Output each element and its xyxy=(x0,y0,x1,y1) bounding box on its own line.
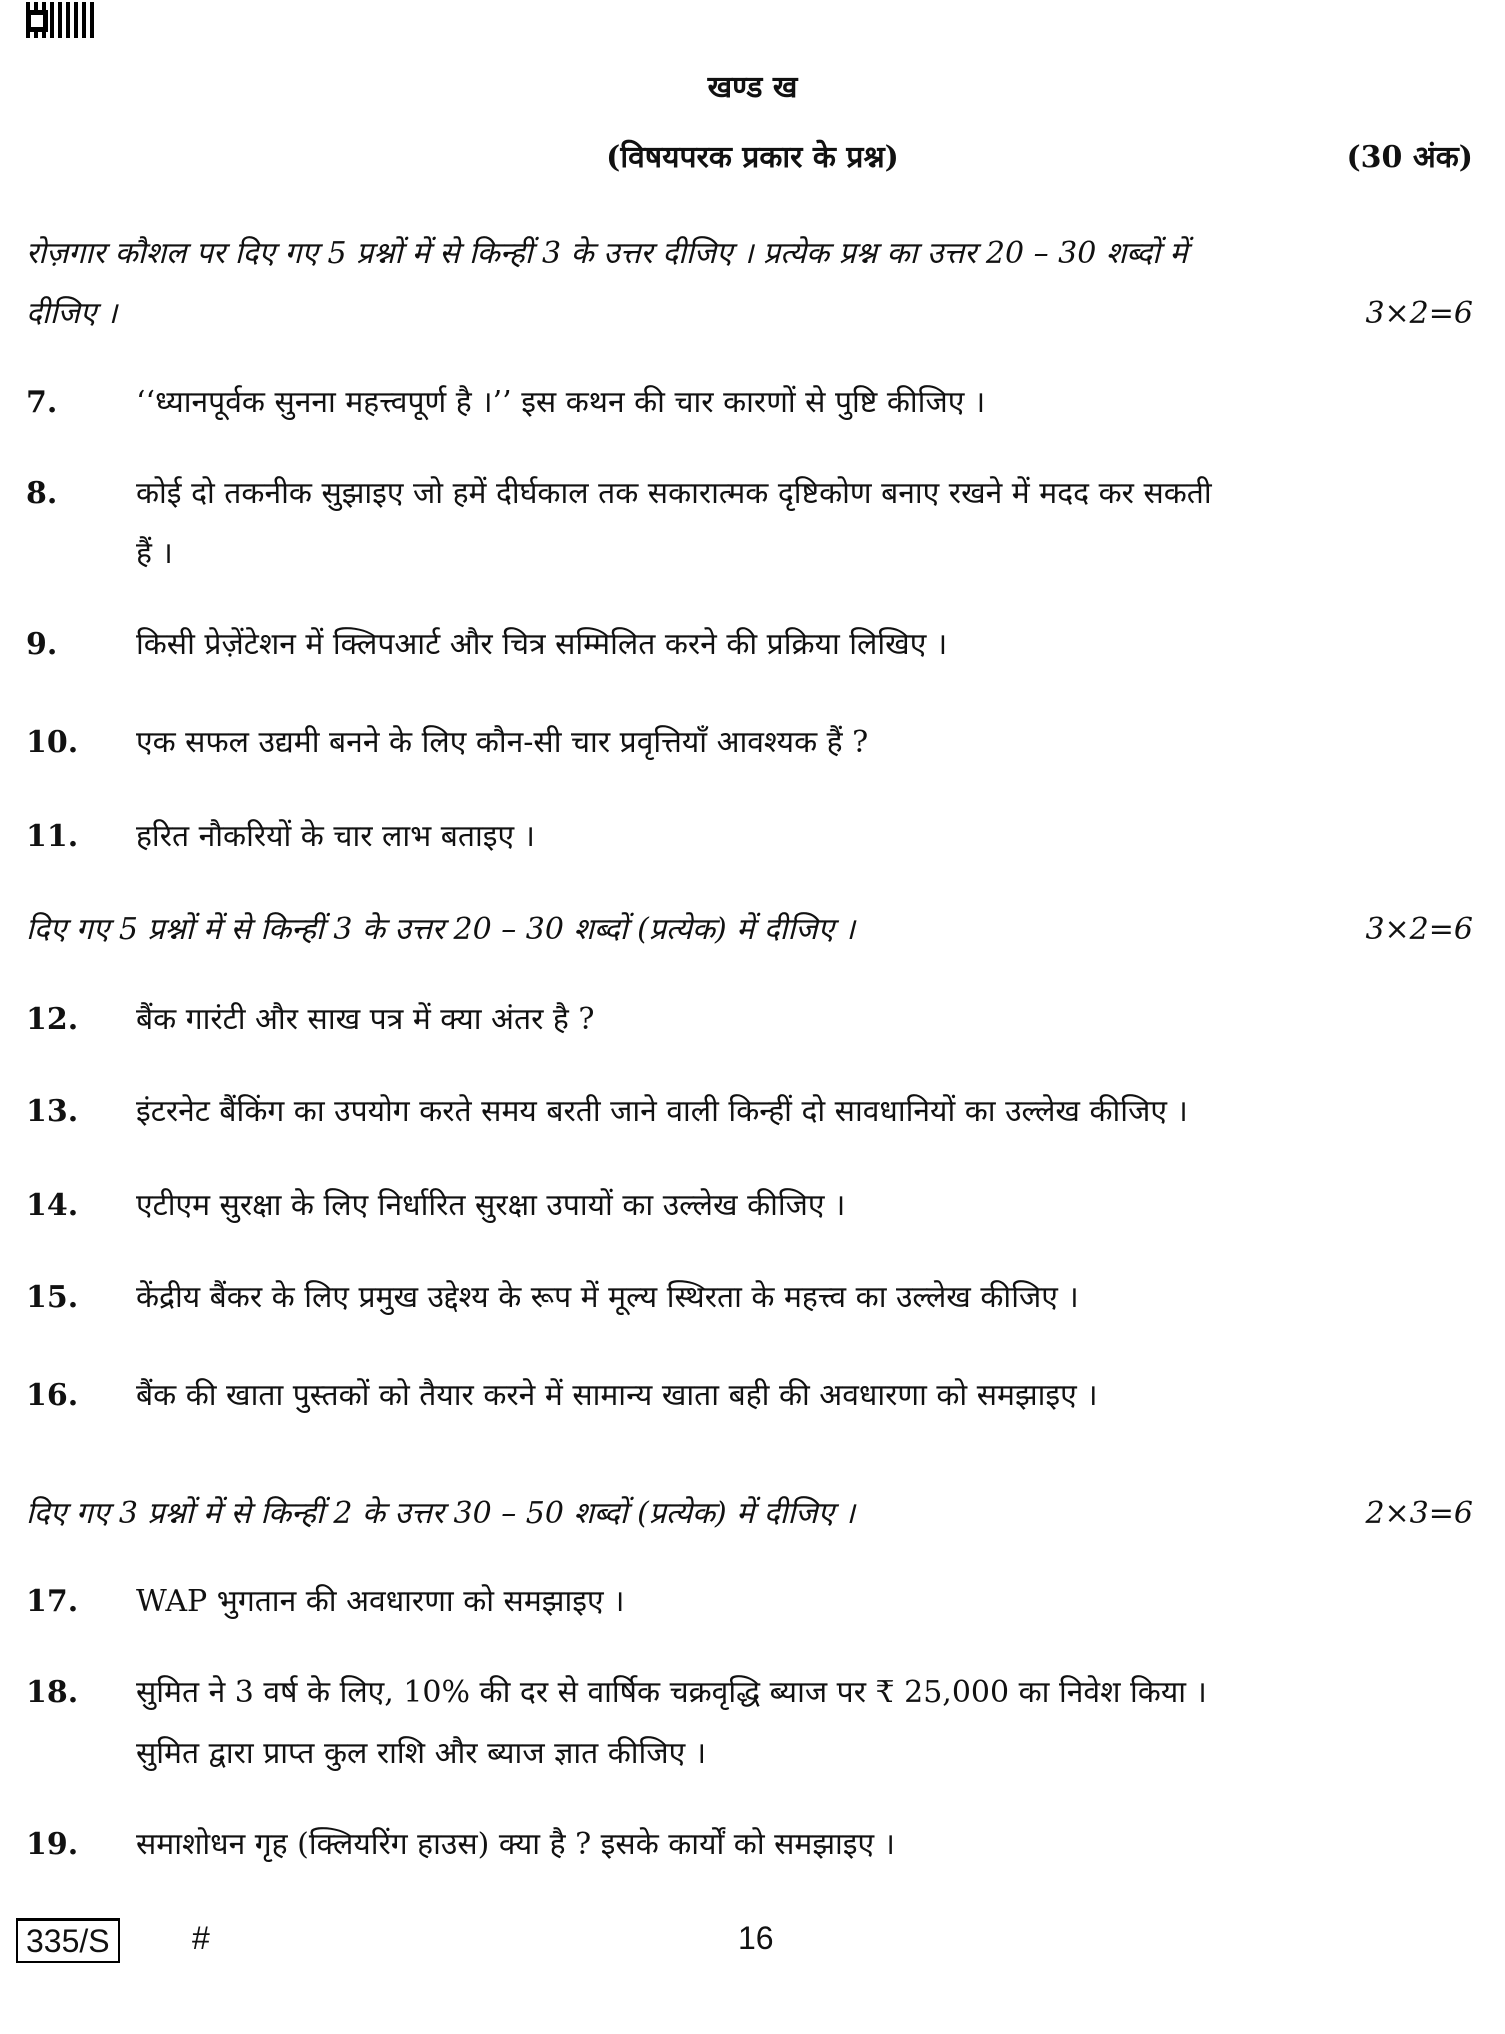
question-number: 19. xyxy=(26,1827,79,1862)
question-text: सुमित ने 3 वर्ष के लिए, 10% की दर से वार्षिक चक्रवृद्धि ब्याज पर ₹ 25,000 का निवेश किया । xyxy=(136,1675,1207,1710)
question-number: 14. xyxy=(26,1188,79,1223)
question-number: 18. xyxy=(26,1675,79,1710)
section-title: खण्ड ख xyxy=(707,70,798,105)
question-text-cont: हैं । xyxy=(136,536,173,571)
question-number: 16. xyxy=(26,1378,79,1413)
question-text: बैंक गारंटी और साख पत्र में क्या अंतर है ? xyxy=(136,1002,595,1037)
question-number: 9. xyxy=(26,627,58,662)
question-number: 8. xyxy=(26,476,58,511)
question-number: 15. xyxy=(26,1280,79,1315)
question-text: किसी प्रेज़ेंटेशन में क्लिपआर्ट और चित्र सम्मिलित करने की प्रक्रिया लिखिए । xyxy=(136,627,948,662)
question-number: 11. xyxy=(26,819,79,854)
question-number: 13. xyxy=(26,1094,79,1129)
question-text: समाशोधन गृह (क्लियरिंग हाउस) क्या है ? इसके कार्यों को समझाइए । xyxy=(136,1827,896,1862)
question-text-cont: सुमित द्वारा प्राप्त कुल राशि और ब्याज ज्ञात कीजिए । xyxy=(136,1736,707,1771)
group-2-instruction: दिए गए 5 प्रश्नों में से किन्हीं 3 के उत्तर 20 – 30 शब्दों (प्रत्येक) में दीजिए । xyxy=(26,912,855,947)
paper-code: 335/S xyxy=(16,1918,120,1963)
question-text: इंटरनेट बैंकिंग का उपयोग करते समय बरती जाने वाली किन्हीं दो सावधानियों का उल्लेख कीजिए । xyxy=(136,1094,1188,1129)
group-1-instruction: रोज़गार कौशल पर दिए गए 5 प्रश्नों में से किन्हीं 3 के उत्तर दीजिए । प्रत्येक प्रश्न का उत्तर 20 – 30 शब्दों में xyxy=(26,236,1188,271)
question-text: बैंक की खाता पुस्तकों को तैयार करने में सामान्य खाता बही की अवधारणा को समझाइए । xyxy=(136,1378,1098,1413)
question-text: केंद्रीय बैंकर के लिए प्रमुख उद्देश्य के रूप में मूल्य स्थिरता के महत्त्व का उल्लेख कीजिए । xyxy=(136,1280,1079,1315)
page-number: 16 xyxy=(738,1920,774,1956)
group-3-marks: 2×3=6 xyxy=(1365,1496,1473,1531)
question-number: 12. xyxy=(26,1002,79,1037)
group-2-marks: 3×2=6 xyxy=(1365,912,1473,947)
group-1-marks: 3×2=6 xyxy=(1365,296,1473,331)
question-text: एक सफल उद्यमी बनने के लिए कौन-सी चार प्रवृत्तियाँ आवश्यक हैं ? xyxy=(136,725,869,760)
question-number: 10. xyxy=(26,725,79,760)
question-number: 7. xyxy=(26,385,58,420)
question-text: एटीएम सुरक्षा के लिए निर्धारित सुरक्षा उपायों का उल्लेख कीजिए । xyxy=(136,1188,846,1223)
question-text: हरित नौकरियों के चार लाभ बताइए । xyxy=(136,819,535,854)
group-1-instruction-cont: दीजिए । xyxy=(26,296,118,331)
qr-code xyxy=(26,2,96,38)
footer-hash: # xyxy=(192,1920,210,1956)
group-3-instruction: दिए गए 3 प्रश्नों में से किन्हीं 2 के उत्तर 30 – 50 शब्दों (प्रत्येक) में दीजिए । xyxy=(26,1496,855,1531)
question-text: कोई दो तकनीक सुझाइए जो हमें दीर्घकाल तक सकारात्मक दृष्टिकोण बनाए रखने में मदद कर सकती xyxy=(136,476,1212,511)
question-number: 17. xyxy=(26,1584,79,1619)
section-subtitle: (विषयपरक प्रकार के प्रश्न) xyxy=(606,140,899,175)
question-text: ‘‘ध्यानपूर्वक सुनना महत्त्वपूर्ण है ।’’ इस कथन की चार कारणों से पुष्टि कीजिए । xyxy=(136,385,986,420)
question-text: WAP भुगतान की अवधारणा को समझाइए । xyxy=(136,1584,625,1619)
section-marks: (30 अंक) xyxy=(1346,140,1473,175)
